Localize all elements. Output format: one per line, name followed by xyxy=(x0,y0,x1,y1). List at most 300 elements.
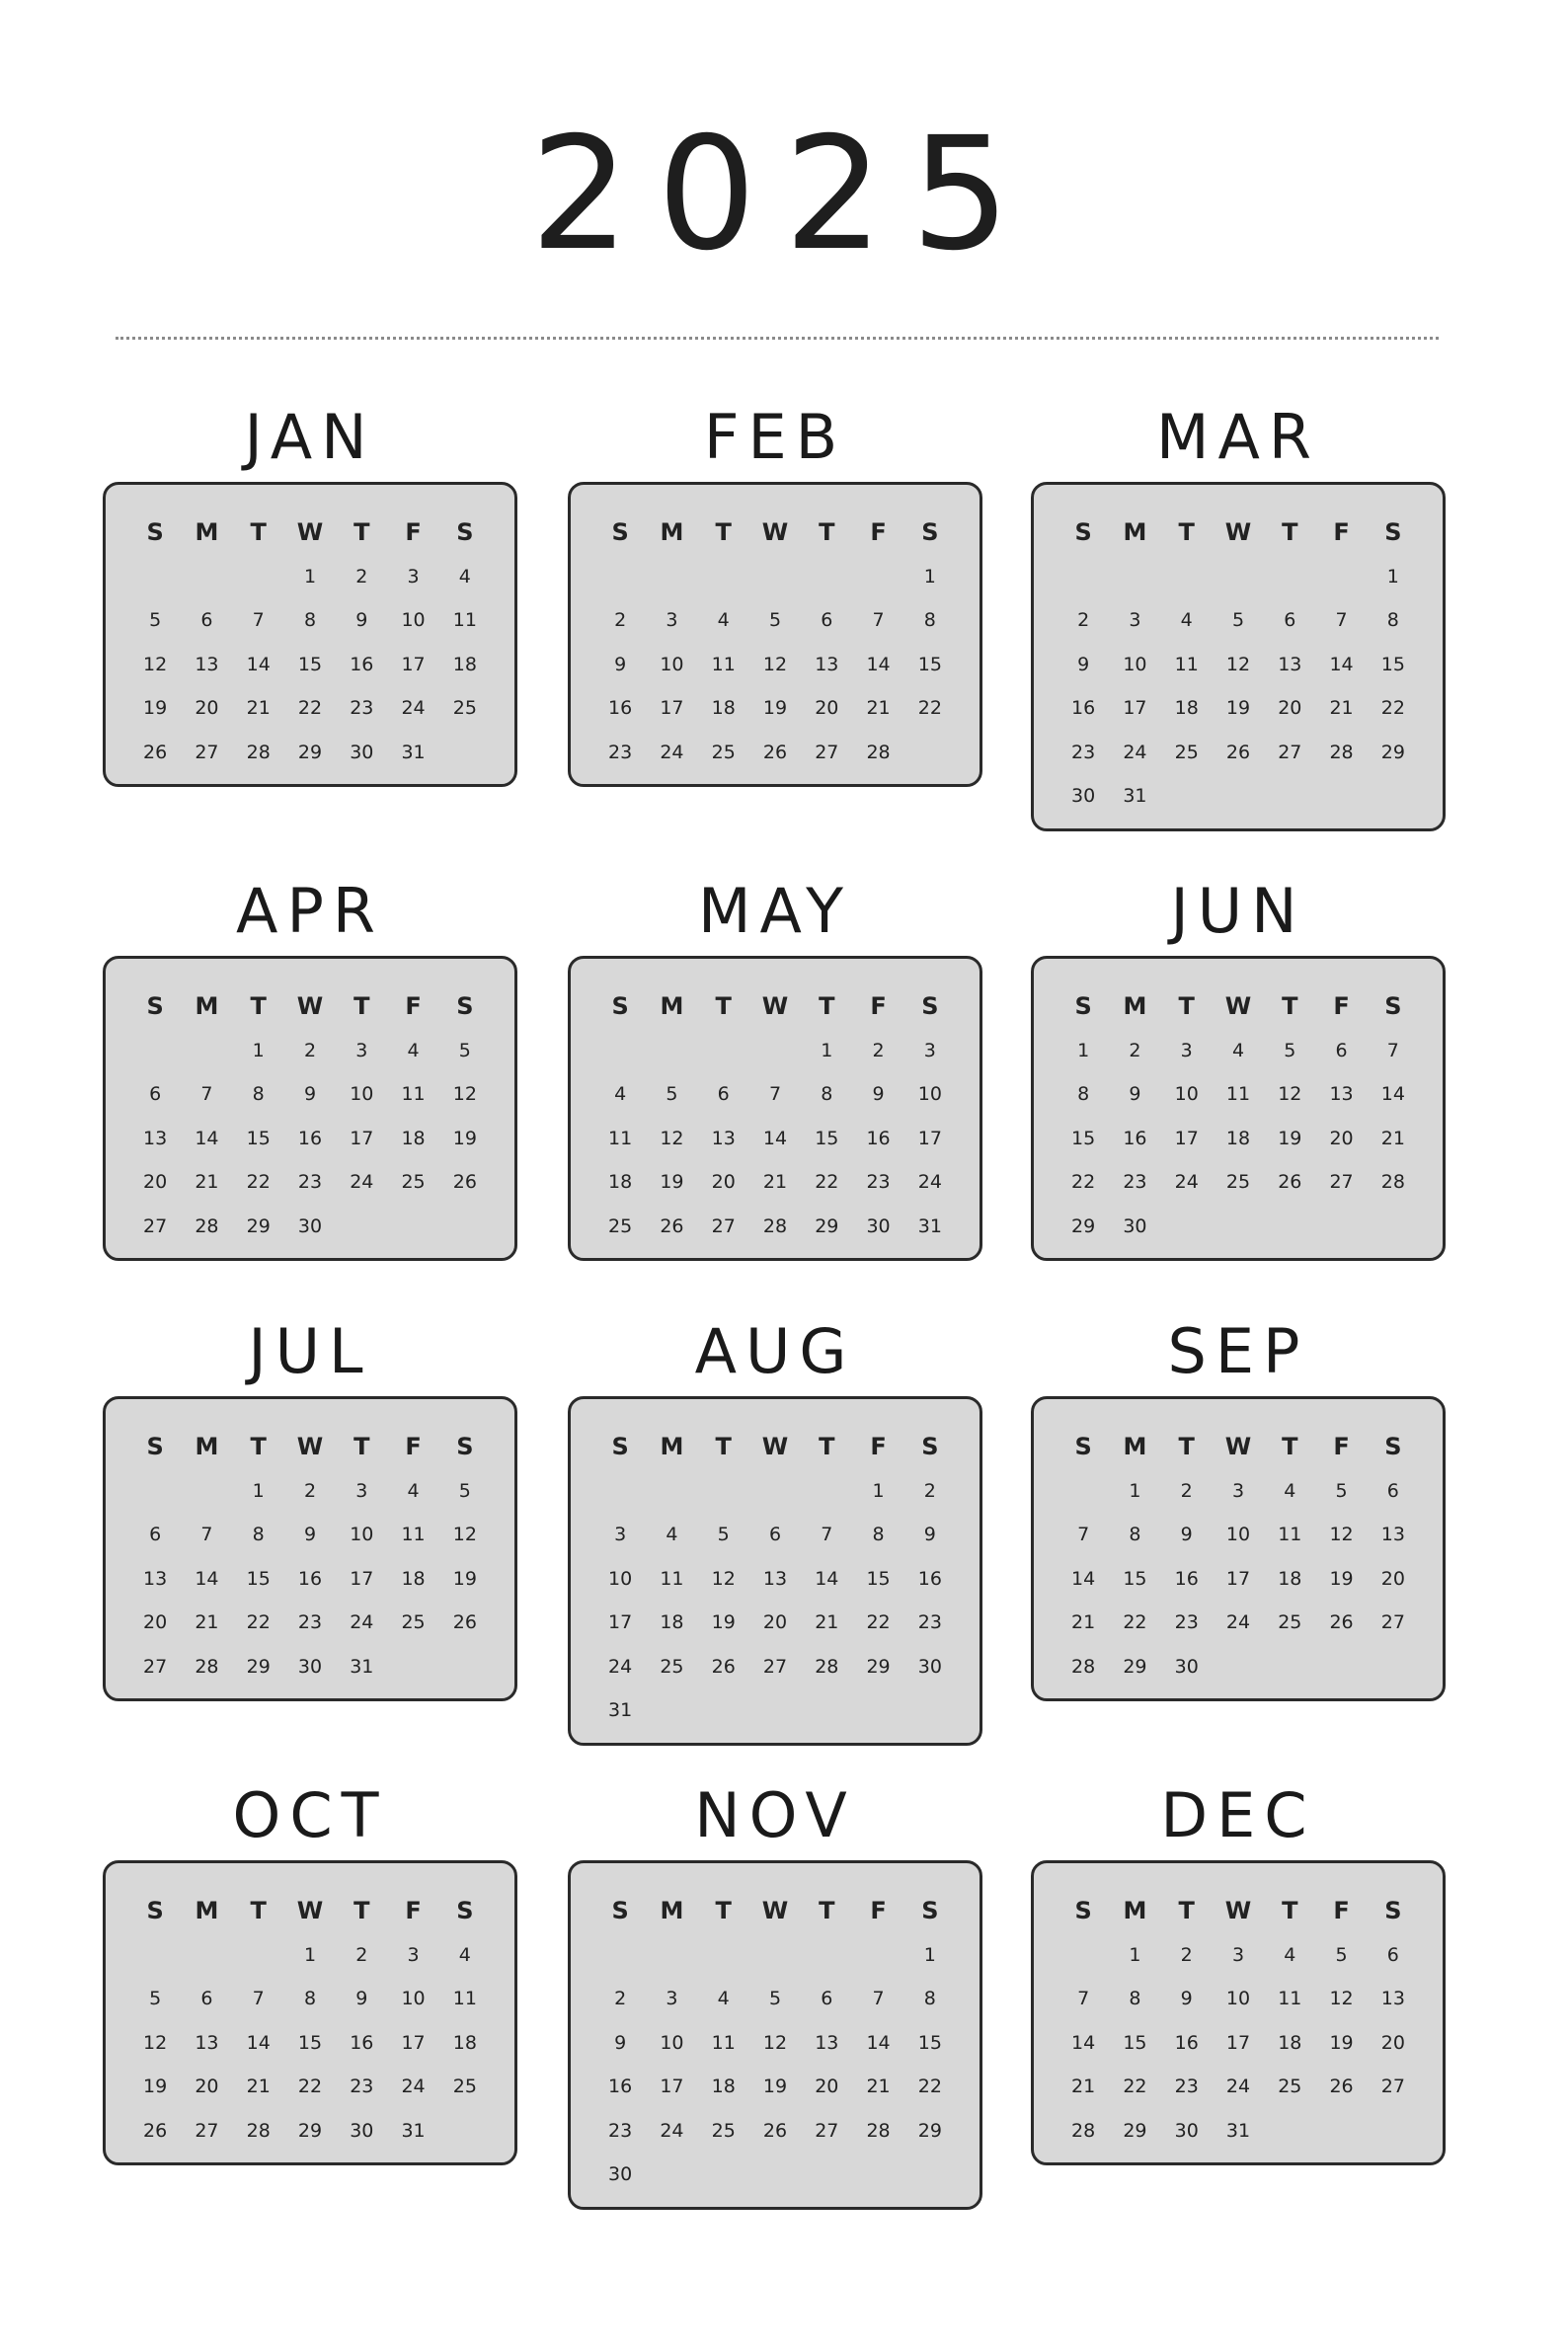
weekday-header: T xyxy=(353,1897,370,1925)
day-number: 3 xyxy=(407,1943,420,1966)
day-number: 14 xyxy=(1071,2031,1096,2054)
day-number: 6 xyxy=(768,1524,782,1546)
day-number: 11 xyxy=(1225,1083,1251,1106)
day-number: 3 xyxy=(1231,1479,1245,1502)
day-number: 15 xyxy=(1123,2031,1147,2054)
day-number: 26 xyxy=(143,2119,168,2142)
day-number: 1 xyxy=(821,1039,833,1061)
month-jul xyxy=(103,1315,517,1701)
day-number: 14 xyxy=(866,653,891,675)
day-number: 31 xyxy=(608,1699,633,1722)
day-number: 11 xyxy=(452,1988,477,2010)
day-number: 29 xyxy=(246,1655,271,1678)
day-number: 24 xyxy=(1123,741,1147,763)
day-number: 20 xyxy=(143,1171,168,1194)
day-number: 22 xyxy=(917,697,942,720)
day-number: 15 xyxy=(1071,1127,1096,1149)
day-number: 10 xyxy=(660,653,684,675)
weekday-header: S xyxy=(611,1897,629,1925)
weekday-header: F xyxy=(870,518,887,547)
day-number: 4 xyxy=(458,565,471,588)
day-number: 12 xyxy=(143,2031,168,2054)
day-number: 10 xyxy=(1225,1524,1251,1546)
month-box xyxy=(1031,956,1446,1261)
weekday-header: T xyxy=(1282,1897,1298,1925)
day-number: 20 xyxy=(762,1611,788,1634)
day-number: 12 xyxy=(1329,1524,1354,1546)
day-number: 4 xyxy=(614,1083,627,1106)
day-number: 24 xyxy=(917,1171,942,1194)
weekday-header: T xyxy=(250,1433,267,1461)
day-number: 3 xyxy=(355,1479,368,1502)
day-number: 24 xyxy=(660,741,684,763)
day-number: 20 xyxy=(1380,1567,1405,1590)
month-sep xyxy=(1031,1315,1446,1701)
weekday-header: T xyxy=(250,1897,267,1925)
day-number: 18 xyxy=(452,653,477,675)
month-may xyxy=(568,875,982,1261)
day-number: 8 xyxy=(252,1524,265,1546)
day-number: 5 xyxy=(1284,1039,1296,1061)
day-number: 15 xyxy=(246,1567,271,1590)
day-number: 23 xyxy=(297,1611,323,1634)
weekday-header: F xyxy=(405,992,422,1021)
day-number: 29 xyxy=(815,1215,839,1237)
month-box xyxy=(103,956,517,1261)
day-number: 14 xyxy=(762,1127,788,1149)
day-number: 25 xyxy=(1278,1611,1302,1634)
day-number: 4 xyxy=(1231,1039,1245,1061)
day-number: 30 xyxy=(917,1655,942,1678)
day-number: 30 xyxy=(1071,785,1096,808)
weekday-header: F xyxy=(1333,992,1350,1021)
day-number: 8 xyxy=(1129,1988,1141,2010)
day-number: 2 xyxy=(614,609,627,632)
day-number: 20 xyxy=(815,2076,839,2098)
day-number: 23 xyxy=(1174,1611,1199,1634)
day-number: 25 xyxy=(1278,2076,1302,2098)
day-number: 7 xyxy=(872,1988,885,2010)
day-number: 7 xyxy=(1335,609,1348,632)
day-number: 18 xyxy=(711,697,736,720)
weekday-header: T xyxy=(353,518,370,547)
day-number: 7 xyxy=(252,609,265,632)
month-name: NOV xyxy=(694,1779,856,1851)
day-number: 26 xyxy=(762,2119,788,2142)
month-oct xyxy=(103,1779,517,2165)
day-number: 12 xyxy=(1329,1988,1354,2010)
day-number: 31 xyxy=(1225,2119,1251,2142)
day-number: 22 xyxy=(1123,1611,1147,1634)
day-number: 31 xyxy=(401,741,426,763)
day-number: 8 xyxy=(821,1083,833,1106)
month-box xyxy=(103,1396,517,1701)
weekday-header: M xyxy=(1123,992,1147,1021)
day-number: 6 xyxy=(1386,1943,1399,1966)
day-number: 20 xyxy=(815,697,839,720)
day-number: 20 xyxy=(711,1171,736,1194)
day-number: 13 xyxy=(815,653,839,675)
day-number: 5 xyxy=(666,1083,678,1106)
weekday-header: S xyxy=(1384,1433,1402,1461)
day-grid xyxy=(129,510,491,774)
day-number: 23 xyxy=(350,2076,374,2098)
day-number: 19 xyxy=(711,1611,736,1634)
day-number: 26 xyxy=(1225,741,1251,763)
day-number: 16 xyxy=(350,653,374,675)
weekday-header: S xyxy=(1074,992,1092,1021)
day-number: 25 xyxy=(401,1611,426,1634)
day-number: 13 xyxy=(143,1127,168,1149)
day-number: 25 xyxy=(401,1171,426,1194)
day-number: 8 xyxy=(923,609,936,632)
day-number: 3 xyxy=(1180,1039,1193,1061)
weekday-header: F xyxy=(870,1897,887,1925)
day-number: 21 xyxy=(246,2076,271,2098)
day-number: 26 xyxy=(1329,1611,1354,1634)
weekday-header: T xyxy=(1178,992,1195,1021)
day-grid xyxy=(1058,510,1419,819)
day-number: 19 xyxy=(1329,1567,1354,1590)
weekday-header: M xyxy=(660,518,684,547)
day-number: 21 xyxy=(195,1611,219,1634)
day-number: 15 xyxy=(297,653,323,675)
day-number: 27 xyxy=(711,1215,736,1237)
day-number: 13 xyxy=(1380,1524,1405,1546)
day-number: 4 xyxy=(717,1988,730,2010)
weekday-header: S xyxy=(1074,1897,1092,1925)
day-number: 29 xyxy=(866,1655,891,1678)
day-number: 28 xyxy=(1071,2119,1096,2142)
day-number: 5 xyxy=(768,1988,782,2010)
day-number: 27 xyxy=(1329,1171,1354,1194)
day-number: 16 xyxy=(1071,697,1096,720)
day-number: 26 xyxy=(762,741,788,763)
month-box xyxy=(1031,482,1446,831)
day-number: 30 xyxy=(866,1215,891,1237)
day-number: 12 xyxy=(452,1083,477,1106)
day-number: 9 xyxy=(872,1083,885,1106)
weekday-header: W xyxy=(1224,992,1252,1021)
day-number: 6 xyxy=(149,1524,162,1546)
day-number: 9 xyxy=(1077,653,1090,675)
day-number: 17 xyxy=(608,1611,633,1634)
day-number: 1 xyxy=(303,565,317,588)
day-number: 21 xyxy=(866,2076,891,2098)
day-number: 2 xyxy=(614,1988,627,2010)
day-number: 29 xyxy=(1123,1655,1147,1678)
day-number: 17 xyxy=(1123,697,1147,720)
weekday-header: M xyxy=(660,1897,684,1925)
day-number: 14 xyxy=(1071,1567,1096,1590)
day-number: 11 xyxy=(1278,1524,1302,1546)
day-number: 12 xyxy=(1278,1083,1302,1106)
day-number: 11 xyxy=(1278,1988,1302,2010)
day-number: 19 xyxy=(660,1171,684,1194)
day-number: 29 xyxy=(297,741,323,763)
day-number: 10 xyxy=(401,609,426,632)
day-grid xyxy=(129,1425,491,1688)
day-number: 30 xyxy=(297,1655,323,1678)
day-number: 10 xyxy=(350,1524,374,1546)
day-number: 27 xyxy=(195,2119,219,2142)
day-number: 28 xyxy=(246,2119,271,2142)
day-number: 1 xyxy=(252,1039,265,1061)
month-name: MAR xyxy=(1156,401,1320,473)
month-name: JAN xyxy=(244,401,376,473)
day-number: 10 xyxy=(1174,1083,1199,1106)
month-jan xyxy=(103,401,517,787)
day-number: 27 xyxy=(762,1655,788,1678)
day-number: 11 xyxy=(1174,653,1199,675)
day-number: 28 xyxy=(762,1215,788,1237)
day-number: 8 xyxy=(303,1988,317,2010)
weekday-header: S xyxy=(456,992,474,1021)
day-number: 22 xyxy=(1071,1171,1096,1194)
day-grid xyxy=(1058,984,1419,1248)
day-number: 8 xyxy=(252,1083,265,1106)
day-number: 21 xyxy=(1380,1127,1405,1149)
day-number: 27 xyxy=(815,741,839,763)
day-number: 20 xyxy=(143,1611,168,1634)
day-number: 19 xyxy=(762,697,788,720)
day-number: 24 xyxy=(1174,1171,1199,1194)
day-number: 30 xyxy=(297,1215,323,1237)
day-number: 17 xyxy=(1225,1567,1251,1590)
day-number: 8 xyxy=(923,1988,936,2010)
day-number: 23 xyxy=(1071,741,1096,763)
day-number: 2 xyxy=(355,1943,368,1966)
weekday-header: T xyxy=(353,1433,370,1461)
day-number: 22 xyxy=(917,2076,942,2098)
month-box xyxy=(103,482,517,787)
day-number: 12 xyxy=(452,1524,477,1546)
day-number: 28 xyxy=(195,1215,219,1237)
day-number: 24 xyxy=(350,1171,374,1194)
weekday-header: W xyxy=(761,518,789,547)
day-number: 13 xyxy=(195,653,219,675)
day-number: 4 xyxy=(407,1479,420,1502)
day-number: 16 xyxy=(608,2076,633,2098)
day-number: 11 xyxy=(711,2031,736,2054)
day-number: 2 xyxy=(303,1039,317,1061)
day-number: 21 xyxy=(762,1171,788,1194)
day-number: 18 xyxy=(1174,697,1199,720)
day-number: 10 xyxy=(350,1083,374,1106)
weekday-header: S xyxy=(1384,518,1402,547)
day-number: 22 xyxy=(1123,2076,1147,2098)
weekday-header: S xyxy=(146,518,164,547)
day-number: 7 xyxy=(872,609,885,632)
month-name: AUG xyxy=(694,1315,856,1387)
day-number: 19 xyxy=(1329,2031,1354,2054)
day-number: 25 xyxy=(711,741,736,763)
day-number: 25 xyxy=(452,697,477,720)
day-number: 1 xyxy=(1129,1943,1141,1966)
weekday-header: T xyxy=(1178,1897,1195,1925)
day-number: 16 xyxy=(1174,1567,1199,1590)
month-jun xyxy=(1031,875,1446,1261)
day-number: 15 xyxy=(917,2031,942,2054)
weekday-header: T xyxy=(715,1897,732,1925)
day-number: 15 xyxy=(246,1127,271,1149)
day-number: 16 xyxy=(297,1567,323,1590)
day-number: 26 xyxy=(1329,2076,1354,2098)
day-number: 3 xyxy=(666,609,678,632)
day-grid xyxy=(594,1889,956,2197)
day-number: 27 xyxy=(195,741,219,763)
day-number: 5 xyxy=(768,609,782,632)
day-number: 12 xyxy=(762,2031,788,2054)
weekday-header: F xyxy=(1333,1897,1350,1925)
weekday-header: T xyxy=(1282,518,1298,547)
day-number: 18 xyxy=(1278,2031,1302,2054)
day-number: 19 xyxy=(1278,1127,1302,1149)
day-number: 26 xyxy=(143,741,168,763)
day-number: 25 xyxy=(660,1655,684,1678)
month-name: MAY xyxy=(698,875,852,947)
day-number: 22 xyxy=(246,1171,271,1194)
day-number: 25 xyxy=(1225,1171,1251,1194)
day-grid xyxy=(594,984,956,1248)
weekday-header: W xyxy=(296,992,324,1021)
day-number: 7 xyxy=(1077,1988,1090,2010)
month-box xyxy=(568,482,982,787)
day-number: 14 xyxy=(815,1567,839,1590)
day-number: 16 xyxy=(917,1567,942,1590)
weekday-header: S xyxy=(1074,518,1092,547)
day-number: 19 xyxy=(452,1127,477,1149)
weekday-header: T xyxy=(250,518,267,547)
day-number: 17 xyxy=(917,1127,942,1149)
day-number: 5 xyxy=(458,1039,471,1061)
weekday-header: S xyxy=(921,1433,939,1461)
weekday-header: F xyxy=(405,518,422,547)
weekday-header: T xyxy=(353,992,370,1021)
day-number: 1 xyxy=(1386,565,1399,588)
day-number: 13 xyxy=(762,1567,788,1590)
month-apr xyxy=(103,875,517,1261)
day-number: 9 xyxy=(355,609,368,632)
weekday-header: M xyxy=(1123,1433,1147,1461)
weekday-header: S xyxy=(921,1897,939,1925)
day-number: 8 xyxy=(872,1524,885,1546)
weekday-header: T xyxy=(250,992,267,1021)
day-number: 20 xyxy=(1329,1127,1354,1149)
day-number: 17 xyxy=(401,653,426,675)
day-number: 8 xyxy=(1129,1524,1141,1546)
weekday-header: F xyxy=(870,1433,887,1461)
month-name: DEC xyxy=(1160,1779,1316,1851)
day-number: 18 xyxy=(401,1127,426,1149)
weekday-header: T xyxy=(819,992,835,1021)
day-number: 21 xyxy=(815,1611,839,1634)
day-number: 5 xyxy=(1335,1943,1348,1966)
day-number: 2 xyxy=(1180,1943,1193,1966)
day-number: 31 xyxy=(350,1655,374,1678)
day-number: 18 xyxy=(608,1171,633,1194)
month-mar xyxy=(1031,401,1446,831)
day-number: 10 xyxy=(1123,653,1147,675)
day-number: 9 xyxy=(303,1524,317,1546)
day-number: 2 xyxy=(872,1039,885,1061)
weekday-header: M xyxy=(195,1897,219,1925)
day-number: 13 xyxy=(1278,653,1302,675)
weekday-header: T xyxy=(715,1433,732,1461)
day-number: 12 xyxy=(1225,653,1251,675)
day-number: 7 xyxy=(200,1524,213,1546)
day-number: 16 xyxy=(350,2031,374,2054)
day-number: 24 xyxy=(350,1611,374,1634)
day-number: 19 xyxy=(143,697,168,720)
day-number: 28 xyxy=(815,1655,839,1678)
day-number: 1 xyxy=(1077,1039,1090,1061)
month-name: JUL xyxy=(248,1315,372,1387)
day-number: 23 xyxy=(1123,1171,1147,1194)
day-number: 19 xyxy=(762,2076,788,2098)
weekday-header: W xyxy=(761,992,789,1021)
weekday-header: S xyxy=(456,518,474,547)
day-number: 3 xyxy=(407,565,420,588)
day-number: 13 xyxy=(1380,1988,1405,2010)
day-number: 29 xyxy=(297,2119,323,2142)
day-number: 25 xyxy=(608,1215,633,1237)
day-number: 14 xyxy=(1380,1083,1405,1106)
day-number: 15 xyxy=(815,1127,839,1149)
weekday-header: W xyxy=(1224,1897,1252,1925)
weekday-header: M xyxy=(660,992,684,1021)
day-number: 14 xyxy=(1329,653,1354,675)
day-number: 2 xyxy=(355,565,368,588)
day-number: 8 xyxy=(1077,1083,1090,1106)
weekday-header: W xyxy=(296,1433,324,1461)
day-number: 26 xyxy=(452,1611,477,1634)
day-number: 6 xyxy=(1335,1039,1348,1061)
day-number: 22 xyxy=(815,1171,839,1194)
day-number: 22 xyxy=(297,697,323,720)
day-number: 31 xyxy=(917,1215,942,1237)
weekday-header: T xyxy=(715,992,732,1021)
day-number: 9 xyxy=(1180,1524,1193,1546)
day-number: 8 xyxy=(303,609,317,632)
day-number: 12 xyxy=(660,1127,684,1149)
day-number: 3 xyxy=(1129,609,1141,632)
day-number: 28 xyxy=(866,2119,891,2142)
weekday-header: S xyxy=(146,992,164,1021)
day-number: 9 xyxy=(355,1988,368,2010)
day-number: 17 xyxy=(350,1567,374,1590)
day-number: 23 xyxy=(866,1171,891,1194)
day-number: 7 xyxy=(1386,1039,1399,1061)
weekday-header: S xyxy=(921,518,939,547)
day-number: 30 xyxy=(350,741,374,763)
day-number: 3 xyxy=(614,1524,627,1546)
day-number: 6 xyxy=(149,1083,162,1106)
day-number: 29 xyxy=(1380,741,1405,763)
day-number: 2 xyxy=(1129,1039,1141,1061)
weekday-header: S xyxy=(146,1897,164,1925)
day-number: 5 xyxy=(1231,609,1245,632)
day-number: 9 xyxy=(303,1083,317,1106)
day-number: 12 xyxy=(711,1567,736,1590)
day-number: 17 xyxy=(1174,1127,1199,1149)
weekday-header: W xyxy=(296,1897,324,1925)
day-number: 28 xyxy=(866,741,891,763)
day-number: 4 xyxy=(1284,1943,1296,1966)
weekday-header: S xyxy=(611,518,629,547)
day-number: 21 xyxy=(1329,697,1354,720)
weekday-header: W xyxy=(1224,518,1252,547)
